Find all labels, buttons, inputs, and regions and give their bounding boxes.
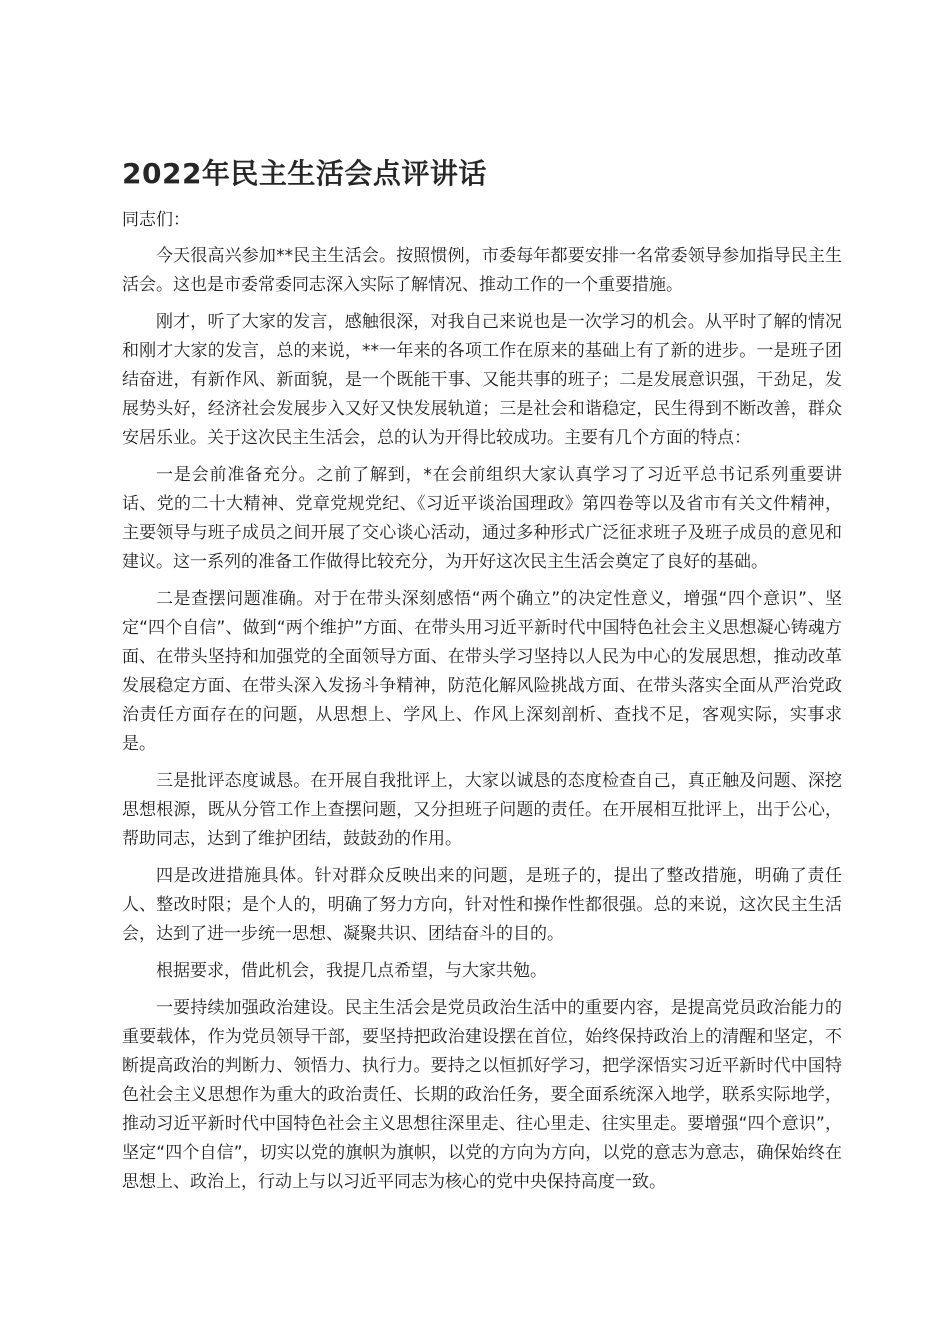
paragraph-measures: 四是改进措施具体。针对群众反映出来的问题，是班子的，提出了整改措施，明确了责任人、整改时限；是个人的，明确了努力方向，针对性和操作性都很强。总的来说，这次民主生活会，达到了进一步统一思想、凝聚共识、团结奋斗的目的。	[122, 866, 842, 944]
paragraph-problems: 二是查摆问题准确。对于在带头深刻感悟“两个确立”的决定性意义，增强“四个意识”、坚定“四个自信”、做到“两个维护”方面、在带头用习近平新时代中国特色社会主义思想凝心铸魂方面、在带头坚持和加强党的全面领导方面、在带头学习坚持以人民为中心的发展思想，推动改革发展稳定方面、在带头深入发扬斗争精神，防范化解风险挑战方面、在带头落实全面从严治党政治责任方面存在的问题，从思想上、学风上、作风上深刻剖析、查找不足，客观实际，实事求是。	[122, 589, 842, 754]
paragraph-overview: 刚才，听了大家的发言，感触很深，对我自己来说也是一次学习的机会。从平时了解的情况和刚才大家的发言，总的来说，**一年来的各项工作在原来的基础上有了新的进步。一是班子团结奋进，有新作风、新面貌，是一个既能干事、又能共事的班子；二是发展意识强，干劲足，发展势头好，经济社会发展步入又好又快发展轨道；三是社会和谐稳定，民生得到不断改善，群众安居乐业。关于这次民主生活会，总的认为开得比较成功。主要有几个方面的特点：	[122, 312, 842, 448]
document-body	[122, 206, 842, 1205]
document-title: 2022年民主生活会点评讲话	[122, 157, 487, 190]
salutation: 同志们：	[122, 210, 190, 230]
paragraph-opening: 今天很高兴参加**民主生活会。按照惯例，市委每年都要安排一名常委领导参加指导民主生活会。这也是市委常委同志深入实际了解情况、推动工作的一个重要措施。	[122, 246, 842, 295]
paragraph-hopes-intro: 根据要求，借此机会，我提几点希望，与大家共勉。	[156, 961, 547, 981]
paragraph-preparation: 一是会前准备充分。之前了解到，*在会前组织大家认真学习了习近平总书记系列重要讲话、党的二十大精神、党章党规党纪、《习近平谈治国理政》第四卷等以及省市有关文件精神，主要领导与班子成员之间开展了交心谈心活动，通过多种形式广泛征求班子及班子成员的意见和建议。这一系列的准备工作做得比较充分，为开好这次民主生活会奠定了良好的基础。	[122, 465, 842, 572]
paragraph-political-building: 一要持续加强政治建设。民主生活会是党员政治生活中的重要内容，是提高党员政治能力的重要载体，作为党员领导干部，要坚持把政治建设摆在首位，始终保持政治上的清醒和坚定，不断提高政治的判断力、领悟力、执行力。要持之以恒抓好学习，把学深悟实习近平新时代中国特色社会主义思想作为重大的政治责任、长期的政治任务，要全面系统深入地学，联系实际地学，推动习近平新时代中国特色社会主义思想往深里走、往心里走、往实里走。要增强“四个意识”，坚定“四个自信”，切实以党的旗帜为旗帜，以党的方向为方向，以党的意志为意志，确保始终在思想上、政治上，行动上与以习近平同志为核心的党中央保持高度一致。	[122, 998, 842, 1192]
paragraph-criticism: 三是批评态度诚恳。在开展自我批评上，大家以诚恳的态度检查自己，真正触及问题、深挖思想根源，既从分管工作上查摆问题，又分担班子问题的责任。在开展相互批评上，出于公心，帮助同志，达到了维护团结，鼓鼓劲的作用。	[122, 771, 842, 849]
